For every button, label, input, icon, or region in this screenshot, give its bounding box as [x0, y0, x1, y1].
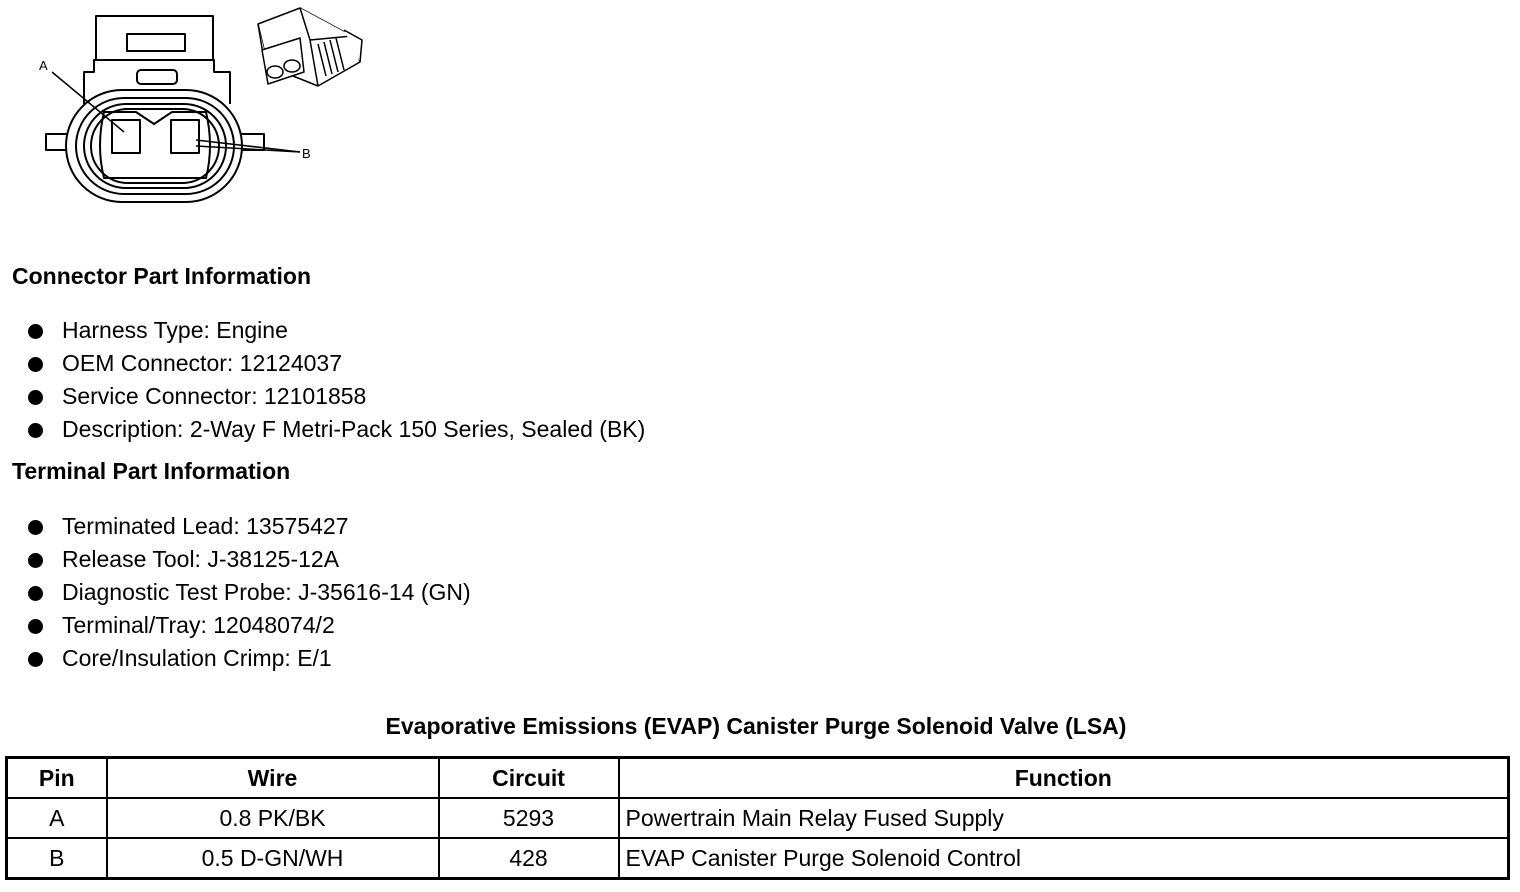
table-header-row [7, 758, 1509, 799]
wire-cell: 0.8 PK/BK [107, 798, 439, 838]
table-title: Evaporative Emissions (EVAP) Canister Purge Solenoid Valve (LSA) [385, 713, 1127, 739]
list-item [28, 314, 645, 347]
connector-illustration [0, 0, 380, 215]
terminated-lead-text: Terminated Lead: 13575427 [62, 513, 349, 539]
circuit-cell: 428 [439, 838, 619, 879]
crimp-text: Core/Insulation Crimp: E/1 [62, 645, 332, 671]
terminal-tray-text: Terminal/Tray: 12048074/2 [62, 612, 335, 638]
pin-cell: B [7, 838, 107, 879]
bullet-icon [28, 423, 43, 438]
pin-b-label: B [302, 146, 311, 161]
function-column-header: Function [619, 758, 1509, 799]
list-item [28, 576, 471, 609]
oem-connector-text: OEM Connector: 12124037 [62, 350, 343, 376]
harness-type-text: Harness Type: Engine [62, 317, 288, 343]
wire-cell: 0.5 D-GN/WH [107, 838, 439, 879]
connector-part-list [28, 314, 645, 446]
pin-cell: A [7, 798, 107, 838]
terminal-part-list [28, 510, 471, 675]
bullet-icon [28, 324, 43, 339]
bullet-icon [28, 357, 43, 372]
table-row [7, 838, 1509, 879]
terminal-part-heading: Terminal Part Information [12, 458, 291, 484]
function-cell: Powertrain Main Relay Fused Supply [619, 798, 1509, 838]
bullet-icon [28, 520, 43, 535]
pinout-table [5, 756, 1510, 880]
service-connector-text: Service Connector: 12101858 [62, 383, 367, 409]
list-item [28, 609, 471, 642]
table-row [7, 798, 1509, 838]
pin-a-label: A [39, 58, 48, 73]
list-item [28, 380, 645, 413]
bullet-icon [28, 586, 43, 601]
test-probe-text: Diagnostic Test Probe: J-35616-14 (GN) [62, 579, 471, 605]
list-item [28, 347, 645, 380]
bullet-icon [28, 390, 43, 405]
list-item [28, 642, 471, 675]
pin-column-header: Pin [7, 758, 107, 799]
description-text: Description: 2-Way F Metri-Pack 150 Series, Sealed (BK) [62, 416, 646, 442]
circuit-cell: 5293 [439, 798, 619, 838]
bullet-icon [28, 652, 43, 667]
wire-column-header: Wire [107, 758, 439, 799]
circuit-column-header: Circuit [439, 758, 619, 799]
bullet-icon [28, 553, 43, 568]
connector-part-heading: Connector Part Information [12, 263, 312, 289]
function-cell: EVAP Canister Purge Solenoid Control [619, 838, 1509, 879]
release-tool-text: Release Tool: J-38125-12A [62, 546, 340, 572]
list-item [28, 543, 471, 576]
list-item [28, 413, 645, 446]
list-item [28, 510, 471, 543]
bullet-icon [28, 619, 43, 634]
